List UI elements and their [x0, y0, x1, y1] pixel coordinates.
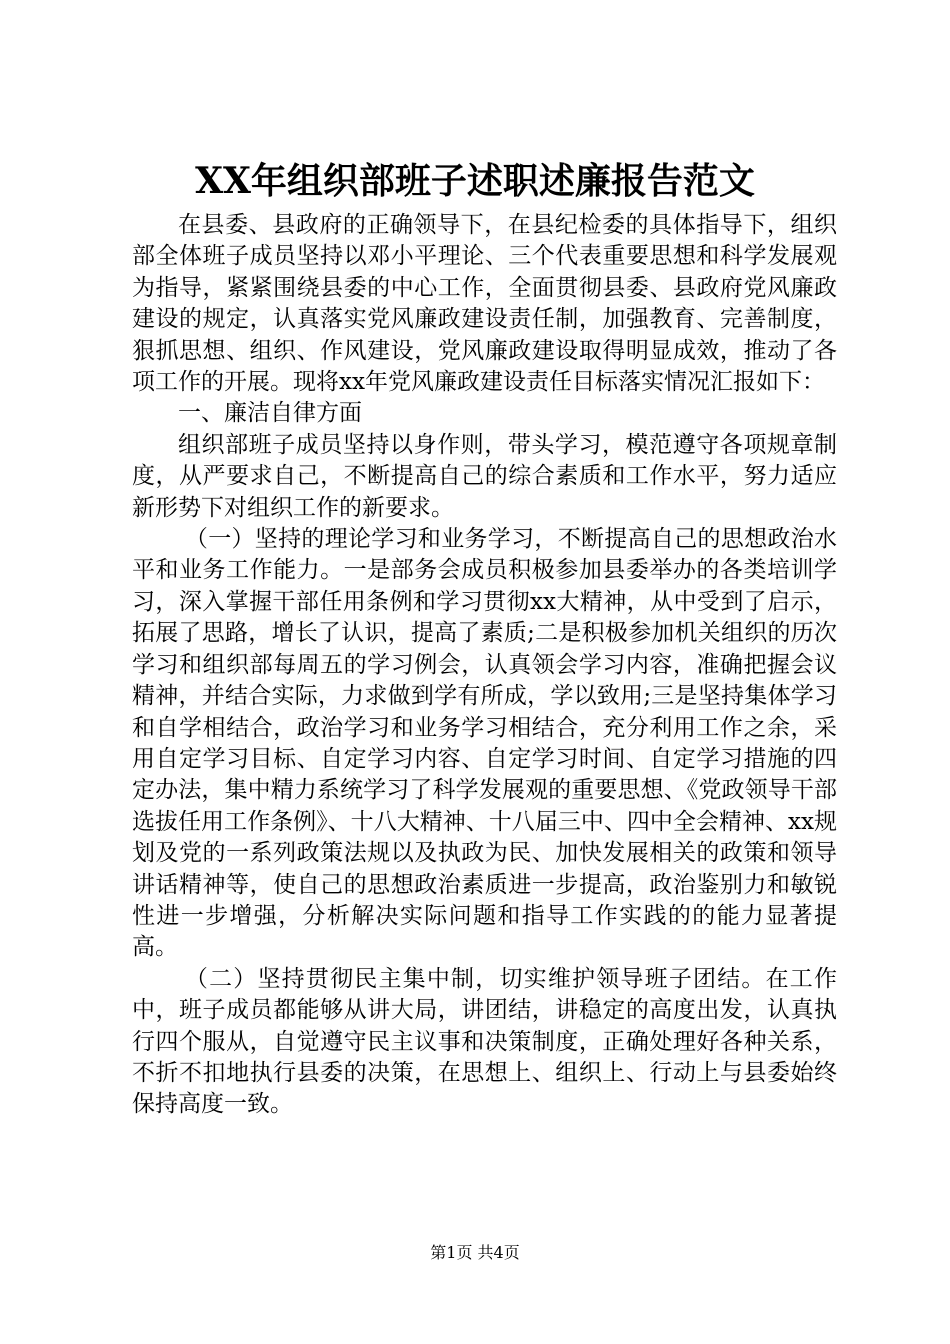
document-body [132, 210, 837, 1121]
page-footer: 第1页 共4页 [430, 1243, 520, 1262]
paragraph-intro: 在县委、县政府的正确领导下，在县纪检委的具体指导下，组织部全体班子成员坚持以邓小平理论、三个代表重要思想和科学发展观为指导，紧紧围绕县委的中心工作，全面贯彻县委、县政府党风廉政建设的规定，认真落实党风廉政建设责任制，加强教育、完善制度，狠抓思想、组织、作风建设，党风廉政建设取得明显成效，推动了各项工作的开展。现将xx年党风廉政建设责任目标落实情况汇报如下： [132, 212, 837, 396]
section-heading: 一、廉洁自律方面 [178, 400, 362, 427]
document-title: XX年组织部班子述职述廉报告范文 [195, 160, 755, 202]
paragraph-item-1: （一）坚持的理论学习和业务学习，不断提高自己的思想政治水平和业务工作能力。一是部务会成员积极参加县委举办的各类培训学习，深入掌握干部任用条例和学习贯彻xx大精神，从中受到了启示，拓展了思路，增长了认识，提高了素质;二是积极参加机关组织的历次学习和组织部每周五的学习例会，认真领会学习内容，准确把握会议精神，并结合实际，力求做到学有所成，学以致用;三是坚持集体学习和自学相结合，政治学习和业务学习相结合，充分利用工作之余，采用自定学习目标、自定学习内容、自定学习时间、自定学习措施的四定办法，集中精力系统学习了科学发展观的重要思想、《党政领导干部选拔任用工作条例》、十八大精神、十八届三中、四中全会精神、xx规划及党的一系列政策法规以及执政为民、加快发展相关的政策和领导讲话精神等，使自己的思想政治素质进一步提高，政治鉴别力和敏锐性进一步增强，分析解决实际问题和指导工作实践的的能力显著提高。 [132, 526, 837, 961]
paragraph-self-discipline: 组织部班子成员坚持以身作则，带头学习，模范遵守各项规章制度，从严要求自己，不断提高自己的综合素质和工作水平，努力适应新形势下对组织工作的新要求。 [132, 431, 837, 521]
paragraph-item-2: （二）坚持贯彻民主集中制，切实维护领导班子团结。在工作中，班子成员都能够从讲大局，讲团结，讲稳定的高度出发，认真执行四个服从，自觉遵守民主议事和决策制度，正确处理好各种关系，不折不扣地执行县委的决策，在思想上、组织上、行动上与县委始终保持高度一致。 [132, 965, 837, 1118]
